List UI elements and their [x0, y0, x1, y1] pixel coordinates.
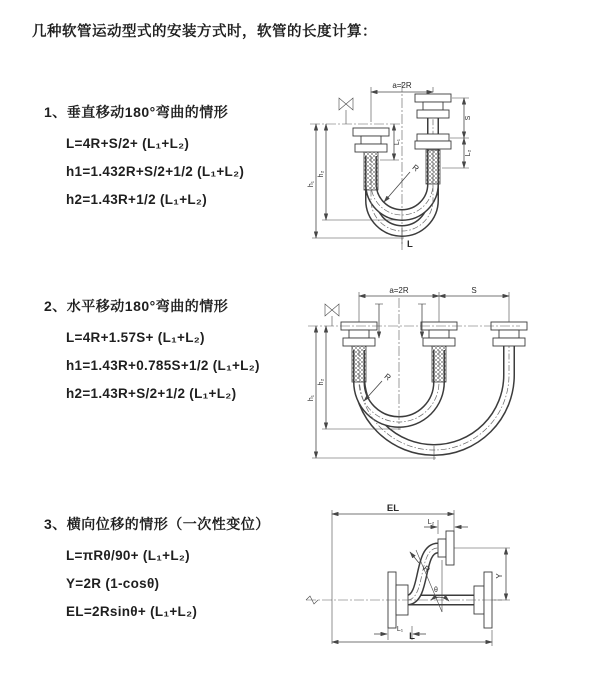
dim-label-s: S [465, 115, 472, 121]
flange-right-upper [415, 94, 451, 118]
page-title: 几种软管运动型式的安装方式时，软管的长度计算： [32, 24, 377, 40]
valve-icon [325, 304, 339, 326]
horizontal-bend-drawing [304, 280, 544, 462]
section-lateral-displacement [44, 514, 270, 626]
flange-right-lower [415, 134, 451, 149]
formula-l: L=πRθ/90+ (L₁+L₂) [66, 548, 190, 563]
radius-label-r: R [410, 162, 421, 174]
angle-label-theta: θ [434, 587, 438, 594]
dim-label-l2: L₂ [465, 149, 472, 157]
dim-label-l-bottom: L [407, 239, 413, 250]
braid-section-right [426, 150, 440, 184]
formula-h2: h2=1.43R+S/2+1/2 (L₁+L₂) [66, 386, 237, 401]
section-vertical-movement [44, 102, 244, 214]
dim-label-l1: L₁ [394, 138, 401, 146]
flange-left [353, 128, 389, 152]
dim-label-el: EL [386, 503, 400, 514]
diagram-vertical-bend [306, 72, 538, 259]
braid-section-left [352, 346, 366, 382]
formula-l: L=4R+S/2+ (L₁+L₂) [66, 136, 190, 151]
formula-h1: h1=1.43R+0.785S+1/2 (L₁+L₂) [66, 358, 260, 373]
diagram-horizontal-bend [304, 280, 544, 467]
flange-middle [421, 322, 457, 346]
dim-label-h1: h₁ [308, 180, 315, 188]
diagram-lateral-displacement [298, 500, 530, 653]
dim-label-l1: L₁ [396, 626, 404, 633]
formula-h2: h2=1.43R+1/2 (L₁+L₂) [66, 192, 208, 207]
valve-icon [339, 98, 353, 124]
section-3-heading: 3、横向位移的情形（一次性变位） [44, 516, 270, 532]
section-1-heading: 1、垂直移动180°弯曲的情形 [44, 104, 229, 120]
flange-left [341, 322, 377, 346]
dim-label-y: Y [495, 573, 504, 579]
dim-label-h2: h₂ [318, 170, 325, 178]
dim-label-a2r: a=2R [389, 286, 409, 295]
dim-label-l2: L₂ [427, 519, 435, 526]
lateral-displacement-drawing [298, 500, 530, 648]
dim-label-s: S [471, 286, 477, 295]
section-2-heading: 2、水平移动180°弯曲的情形 [44, 298, 229, 314]
dim-label-a2r: a=2R [392, 81, 412, 90]
flange-right-displaced [438, 531, 454, 565]
dim-label-h2: h₂ [318, 378, 325, 386]
radius-label-r: R [382, 371, 393, 383]
formula-l: L=4R+1.57S+ (L₁+L₂) [66, 330, 205, 345]
braid-section-left [364, 152, 378, 190]
vertical-bend-drawing [306, 72, 538, 254]
flange-right [491, 322, 527, 346]
dim-label-l-bottom: L [409, 631, 415, 642]
formula-el: EL=2Rsinθ+ (L₁+L₂) [66, 604, 198, 619]
formula-h1: h1=1.432R+S/2+1/2 (L₁+L₂) [66, 164, 245, 179]
formula-y: Y=2R (1-cosθ) [66, 576, 160, 591]
radius-label-r: R [421, 563, 432, 575]
section-horizontal-movement [44, 296, 260, 408]
dim-label-h1: h₁ [308, 394, 315, 402]
braid-section-middle [432, 346, 446, 382]
